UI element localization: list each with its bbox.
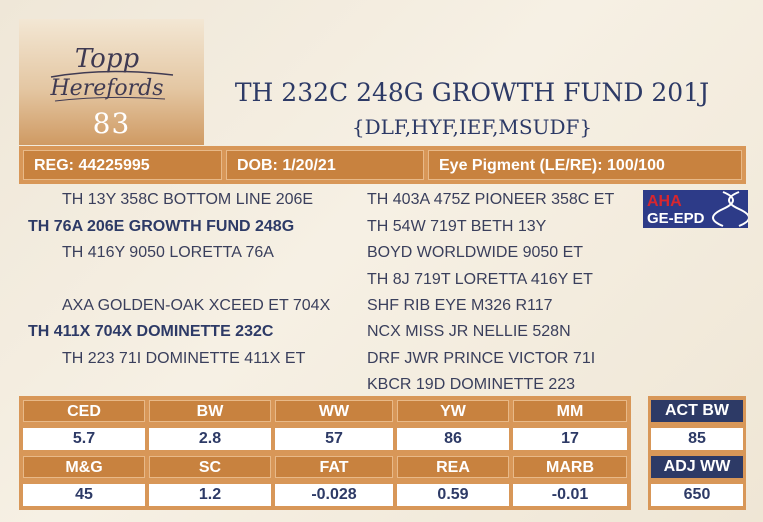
pedigree-dam-dam: TH 223 71I DOMINETTE 411X ET	[62, 350, 306, 367]
pedigree-ggs-3: SHF RIB EYE M326 R117	[367, 297, 553, 314]
epd-header-marb: MARB	[513, 456, 627, 478]
actual-weights	[648, 396, 746, 510]
pedigree-dam-sire: AXA GOLDEN-OAK XCEED ET 704X	[62, 297, 331, 314]
epd-header-fat: FAT	[275, 456, 393, 478]
logo-line2: Herefords	[50, 76, 164, 101]
epd-value-marb: -0.01	[513, 484, 627, 506]
epd-header-rea: REA	[397, 456, 509, 478]
topp-herefords-logo	[45, 37, 180, 107]
pedigree-dam: TH 411X 704X DOMINETTE 232C	[28, 323, 274, 340]
epd-header-sc: SC	[149, 456, 271, 478]
badge-line2: GE-EPD	[647, 210, 705, 227]
pedigree-ggs-4: DRF JWR PRINCE VICTOR 71I	[367, 350, 596, 367]
epd-value-mm: 17	[513, 428, 627, 450]
pedigree-ggs-1: TH 403A 475Z PIONEER 358C ET	[367, 191, 615, 208]
pedigree-ggs-2: BOYD WORLDWIDE 9050 ET	[367, 244, 584, 261]
info-bar	[19, 146, 746, 184]
aha-ge-epd-badge	[643, 190, 748, 228]
epd-value-rea: 0.59	[397, 484, 509, 506]
epd-header-ww: WW	[275, 400, 393, 422]
logo-box	[19, 19, 204, 145]
epd-table	[19, 396, 631, 510]
epd-value-bw: 2.8	[149, 428, 271, 450]
adj-ww-label: ADJ WW	[651, 456, 743, 478]
epd-header-bw: BW	[149, 400, 271, 422]
epd-value-ced: 5.7	[23, 428, 145, 450]
eye-pigment: Eye Pigment (LE/RE): 100/100	[428, 150, 742, 180]
logo-line1: Topp	[74, 44, 140, 74]
pedigree-ggd-4: KBCR 19D DOMINETTE 223	[367, 376, 576, 393]
epd-header-ced: CED	[23, 400, 145, 422]
pedigree-ggd-3: NCX MISS JR NELLIE 528N	[367, 323, 571, 340]
act-bw-label: ACT BW	[651, 400, 743, 422]
epd-header-mm: MM	[513, 400, 627, 422]
epd-value-fat: -0.028	[275, 484, 393, 506]
pedigree-sire: TH 76A 206E GROWTH FUND 248G	[28, 218, 295, 235]
registration-number: REG: 44225995	[23, 150, 222, 180]
date-of-birth: DOB: 1/20/21	[226, 150, 424, 180]
act-bw-value: 85	[651, 428, 743, 450]
pedigree-ggd-2: TH 8J 719T LORETTA 416Y ET	[367, 271, 593, 288]
animal-name: TH 232C 248G GROWTH FUND 201J	[234, 78, 710, 107]
epd-header-mg: M&G	[23, 456, 145, 478]
pedigree-ggd-1: TH 54W 719T BETH 13Y	[367, 218, 547, 235]
epd-header-yw: YW	[397, 400, 509, 422]
lot-number: 83	[92, 107, 131, 140]
pedigree-sire-sire: TH 13Y 358C BOTTOM LINE 206E	[62, 191, 314, 208]
genetic-status: {DLF,HYF,IEF,MSUDF}	[351, 115, 593, 139]
epd-value-sc: 1.2	[149, 484, 271, 506]
epd-value-yw: 86	[397, 428, 509, 450]
epd-value-mg: 45	[23, 484, 145, 506]
badge-line1: AHA	[647, 193, 682, 210]
pedigree-sire-dam: TH 416Y 9050 LORETTA 76A	[62, 244, 274, 261]
adj-ww-value: 650	[651, 484, 743, 506]
epd-value-ww: 57	[275, 428, 393, 450]
dna-helix-icon	[643, 190, 748, 228]
